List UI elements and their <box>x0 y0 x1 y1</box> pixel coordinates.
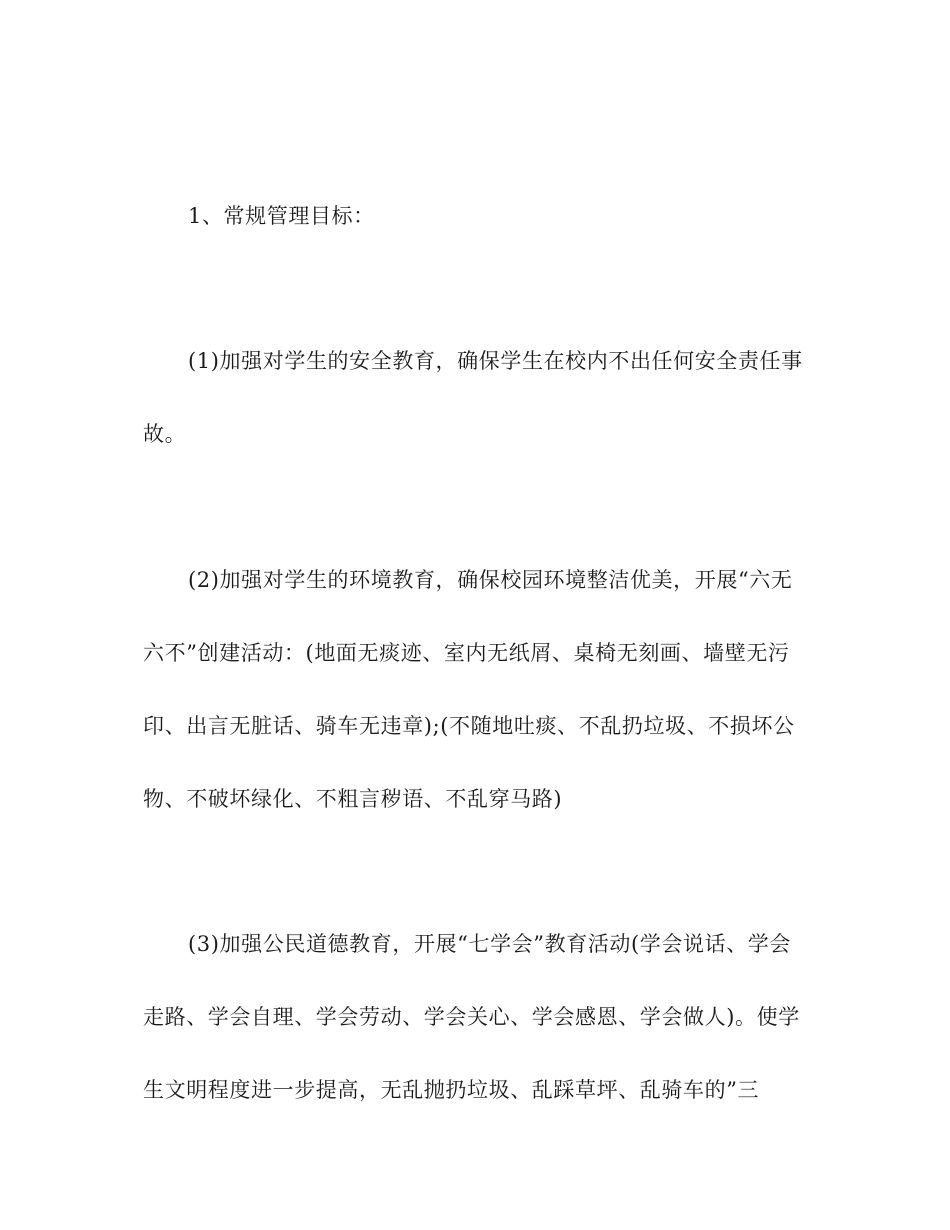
paragraph-2-line-1: (2)加强对学生的环境教育，确保校园环境整洁优美，开展“六无 <box>188 568 793 592</box>
paragraph-3-line-2: 走路、学会自理、学会劳动、学会关心、学会感恩、学会做人)。使学 <box>143 1005 800 1029</box>
paragraph-2-line-3: 印、出言无脏话、骑车无违章);(不随地吐痰、不乱扔垃圾、不损坏公 <box>143 714 795 738</box>
paragraph-3-line-1: (3)加强公民道德教育，开展“七学会”教育活动(学会说话、学会 <box>188 932 792 956</box>
section-heading: 1、常规管理目标： <box>188 204 375 228</box>
paragraph-3-line-3: 生文明程度进一步提高，无乱抛扔垃圾、乱踩草坪、乱骑车的”三 <box>143 1078 760 1102</box>
paragraph-1-line-2: 故。 <box>143 422 187 446</box>
paragraph-2-line-4: 物、不破坏绿化、不粗言秽语、不乱穿马路) <box>143 787 563 811</box>
paragraph-2-line-2: 六不”创建活动：(地面无痰迹、室内无纸屑、桌椅无刻画、墙壁无污 <box>143 641 790 665</box>
paragraph-1-line-1: (1)加强对学生的安全教育，确保学生在校内不出任何安全责任事 <box>188 349 803 373</box>
